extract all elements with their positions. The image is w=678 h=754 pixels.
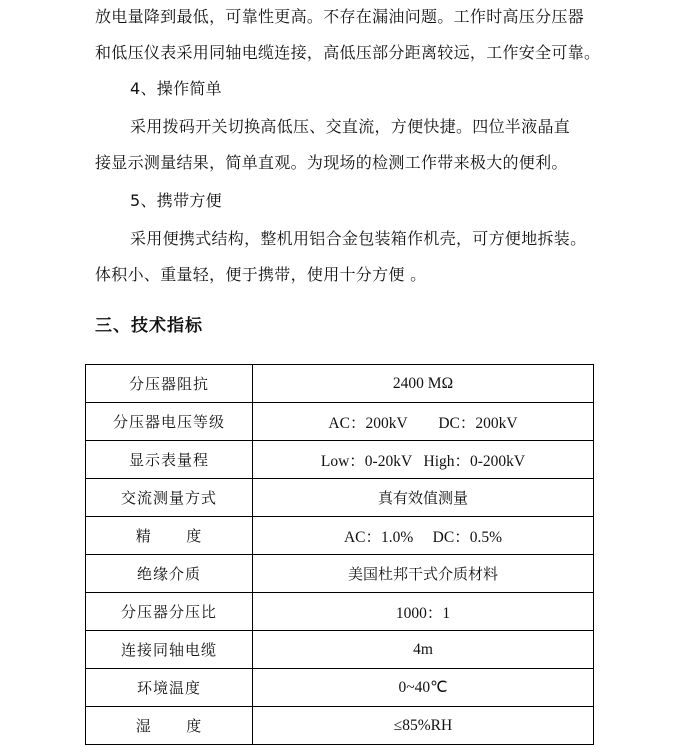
spec-value: 4m [253,631,594,669]
table-row [86,365,594,403]
paragraph-line: 接显示测量结果，简单直观。为现场的检测工作带来极大的便利。 [95,153,568,172]
spec-value: AC：200kV DC：200kV [253,403,594,441]
spec-value: 真有效值测量 [253,479,594,517]
spec-label: 精 度 [86,517,253,555]
paragraph-line: 放电量降到最低，可靠性更高。不存在漏油问题。工作时高压分压器 [95,7,585,26]
paragraph-line: 采用便携式结构，整机用铝合金包装箱作机壳，可方便地拆装。 [130,229,587,248]
spec-value: 美国杜邦干式介质材料 [253,555,594,593]
table-row [86,593,594,631]
spec-label: 分压器电压等级 [86,403,253,441]
table-row [86,631,594,669]
table-row [86,403,594,441]
spec-label: 分压器分压比 [86,593,253,631]
spec-value: 1000：1 [253,593,594,631]
paragraph-line: 和低压仪表采用同轴电缆连接，高低压部分距离较远，工作安全可靠。 [95,43,601,62]
subheading-line: 4、操作简单 [130,79,222,98]
spec-value: 0~40℃ [253,669,594,707]
section-heading: 三、技术指标 [95,316,203,336]
table-row [86,441,594,479]
paragraph-line: 体积小、重量轻，便于携带，使用十分方便 。 [95,265,427,284]
subheading-line: 5、携带方便 [130,191,222,210]
spec-value: 2400 MΩ [253,365,594,403]
spec-value: Low：0-20kV High：0-200kV [253,441,594,479]
paragraph-line: 采用拨码开关切换高低压、交直流，方便快捷。四位半液晶直 [130,117,571,136]
table-row [86,669,594,707]
spec-label: 分压器阻抗 [86,365,253,403]
table-row [86,555,594,593]
table-row [86,479,594,517]
spec-label: 交流测量方式 [86,479,253,517]
spec-label: 绝缘介质 [86,555,253,593]
spec-label: 湿 度 [86,707,253,745]
spec-table [85,364,594,745]
table-row [86,707,594,745]
spec-label: 环境温度 [86,669,253,707]
spec-label: 连接同轴电缆 [86,631,253,669]
spec-label: 显示表量程 [86,441,253,479]
table-row [86,517,594,555]
spec-value: ≤85%RH [253,707,594,745]
spec-value: AC：1.0% DC：0.5% [253,517,594,555]
